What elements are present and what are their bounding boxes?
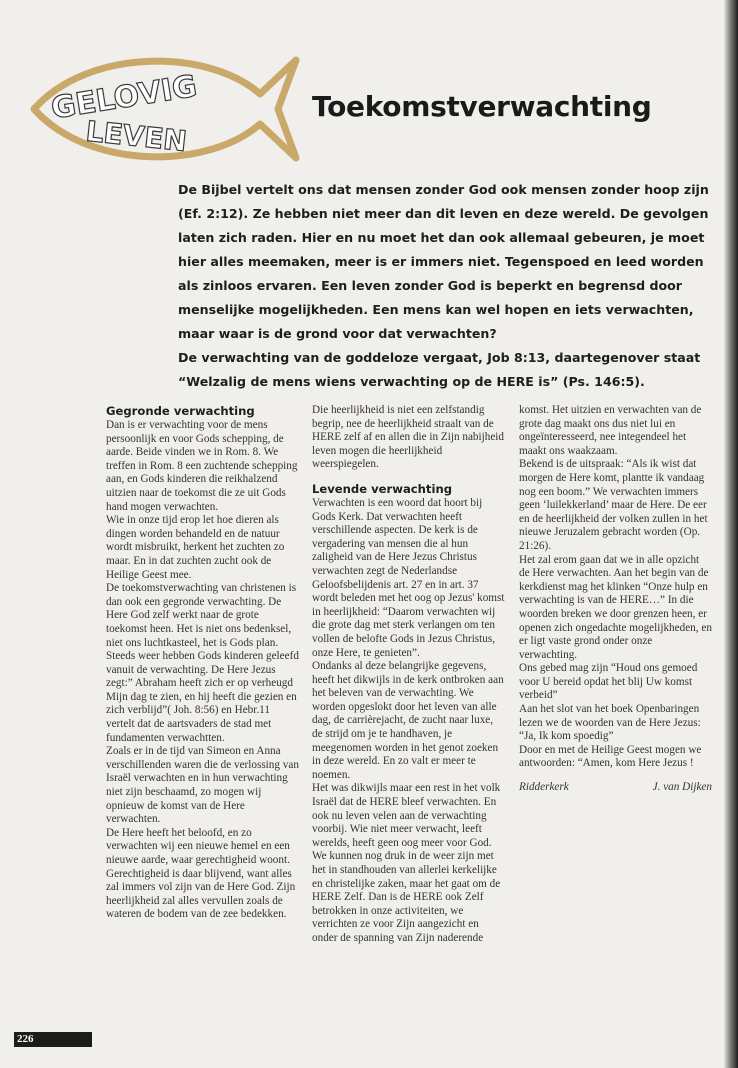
body-paragraph: komst. Het uitzien en verwachten van de grote dag maakt ons dus niet lui en ongeïnteresseerd, nee integendeel het maakt ons waakzaam. — [519, 404, 702, 457]
intro-paragraph-2: De verwachting van de goddeloze vergaat, Job 8:13, daartegenover staat “Welzalig de mens wiens verwachting op de HERE is” (Ps. 146:5). — [178, 350, 701, 389]
signature-author: J. van Dijken — [652, 781, 712, 794]
page-edge-shadow — [724, 0, 738, 1068]
page-number-bar — [14, 1032, 92, 1047]
gelovig-leven-fish-logo — [28, 54, 308, 164]
body-paragraph: Wie in onze tijd erop let hoe dieren als dingen worden behandeld en de natuur wordt misbruikt, herkent het zuchten zo maar. En in dat zuchten zucht ook de Heilige Geest mee. — [106, 514, 285, 581]
body-paragraph: Die heerlijkheid is niet een zelfstandig begrip, nee de heerlijkheid straalt van de HERE zelf af en allen die in Zijn nabijheid leven mogen die heerlijkheid weerspiegelen. — [312, 404, 504, 471]
body-paragraph: Aan het slot van het boek Openbaringen lezen we de woorden van de Here Jezus: “Ja, Ik kom spoedig” — [519, 703, 701, 743]
body-paragraph: Het was dikwijls maar een rest in het volk Israël dat de HERE bleef verwachten. En ook nu leven velen aan de verwachting voorbij. Wie niet meer verwacht, leeft werelds, heeft geen oog meer voor God. We kunnen nog druk in de weer zijn met het in standhouden van allerlei kerkelijke en christelijke zaken, maar het gaat om de HERE Zelf. Dan is de HERE ook Zelf betrokken in onze activiteiten, we verrichten ze voor Zijn aangezicht en onder de spanning van Zijn naderende — [312, 782, 501, 944]
body-paragraph: Ons gebed mag zijn “Houd ons gemoed voor U bereid opdat het blij Uw komst verbeid” — [519, 662, 698, 702]
body-paragraph: Door en met de Heilige Geest mogen we antwoorden: “Amen, kom Here Jezus ! — [519, 743, 702, 770]
intro-block — [178, 178, 716, 394]
body-paragraph: Ondanks al deze belangrijke gegevens, heeft het dikwijls in de kerk ontbroken aan het beleven van de verwachting. We worden opgeslokt door het leven van alle dag, de carrièrejacht, de zucht naar luxe, de strijd om je te handhaven, je meegenomen worden in het genot zoeken in deze wereld. En zo valt er meer te noemen. — [312, 660, 504, 781]
signature-line — [519, 781, 712, 795]
column-2 — [312, 404, 505, 946]
section-heading-gegronde-verwachting: Gegronde verwachting — [106, 404, 255, 418]
body-paragraph: Zoals er in de tijd van Simeon en Anna verschillenden waren die de verlossing van Israël verwachten en in hun verwachting niet zijn beschaamd, zo mogen wij opnieuw de komst van de Here verwachten. — [106, 745, 299, 826]
body-paragraph: Dan is er verwachting voor de mens persoonlijk en voor Gods schepping, de aarde. Beide vinden we in Rom. 8. We treffen in Rom. 8 een zuchtende schepping aan, en Gods kinderen die reikhalzend uitzien naar de toekomst die ze uit Gods hand mogen verwachten. — [106, 419, 298, 513]
logo-text-leven: LEVEN — [84, 114, 189, 159]
column-3 — [519, 404, 712, 795]
section-heading-levende-verwachting: Levende verwachting — [312, 481, 452, 496]
body-paragraph: Steeds weer hebben Gods kinderen geleefd vanuit de verwachting. De Here Jezus zegt:” Abraham heeft zich er op verheugd Mijn dag te zien, en hij heeft die gezien en zich verblijd”( Joh. 8:56) en Hebr.11 vertelt dat de aartsvaders de stad met fundamenten verwachtten. — [106, 650, 299, 744]
signature-place: Ridderkerk — [519, 781, 569, 794]
column-1 — [106, 404, 299, 922]
intro-paragraph-1: De Bijbel vertelt ons dat mensen zonder God ook mensen zonder hoop zijn (Ef. 2:12). Ze hebben niet meer dan dit leven en deze wereld. De gevolgen laten zich raden. Hier en nu moet het dan ook allemaal gebeuren, je moet hier alles meemaken, meer is er immers niet. Tegenspoed en leed worden als zinloos ervaren. Een leven zonder God is beperkt en begrensd door menselijke mogelijkheden. Een mens kan wel hopen en iets verwachten, maar waar is de grond voor dat verwachten? — [178, 182, 709, 341]
body-paragraph: Bekend is de uitspraak: “Als ik wist dat morgen de Here komt, plantte ik vandaag nog een boom.” We verwachten immers geen ‘luilekkerland’ maar de Here. De eer en de heerlijkheid der volken zullen in het nieuwe Jeruzalem gebracht worden (Op. 21:26). — [519, 458, 708, 552]
page-number: 226 — [17, 1033, 34, 1045]
logo-text-gelovig: GELOVIG — [48, 68, 200, 127]
body-paragraph: Verwachten is een woord dat hoort bij Gods Kerk. Dat verwachten heeft verschillende aspecten. De kerk is de vergadering van mensen die al hun zaligheid van de Here Jezus Christus verwachten zegt de Nederlandse Geloofsbelijdenis art. 27 en in art. 37 wordt beleden met het oog op Jezus' komst in heerlijkheid: “Daarom verwachten wij die grote dag met sterk verlangen om ten vollen de belofte Gods in Jezus Christus, onze Here, te genieten”. — [312, 496, 505, 659]
body-paragraph: De Here heeft het beloofd, en zo verwachten wij een nieuwe hemel en een nieuwe aarde, waar gerechtigheid woont. Gerechtigheid is daar blijvend, want alles zal immers vol zijn van de Here God. Zijn heerlijkheid zal alles vervullen zoals de wateren de bodem van de zee bedekken. — [106, 826, 296, 921]
body-paragraph: Het zal erom gaan dat we in alle opzicht de Here verwachten. Aan het begin van de kerkdienst mag het klinken “Onze hulp en verwachting is van de HERE…” In die woorden breken we door grenzen heen, er openen zich ongedachte mogelijkheden, en er ligt vaste grond onder onze verwachting. — [519, 553, 712, 661]
body-paragraph: De toekomstverwachting van christenen is dan ook een gegronde verwachting. De Here God zelf werkt naar de grote toekomst heen. Het is niet ons bedenksel, niet ons luchtkasteel, het is Gods plan. — [106, 582, 297, 649]
article-title: Toekomstverwachting — [312, 90, 652, 123]
